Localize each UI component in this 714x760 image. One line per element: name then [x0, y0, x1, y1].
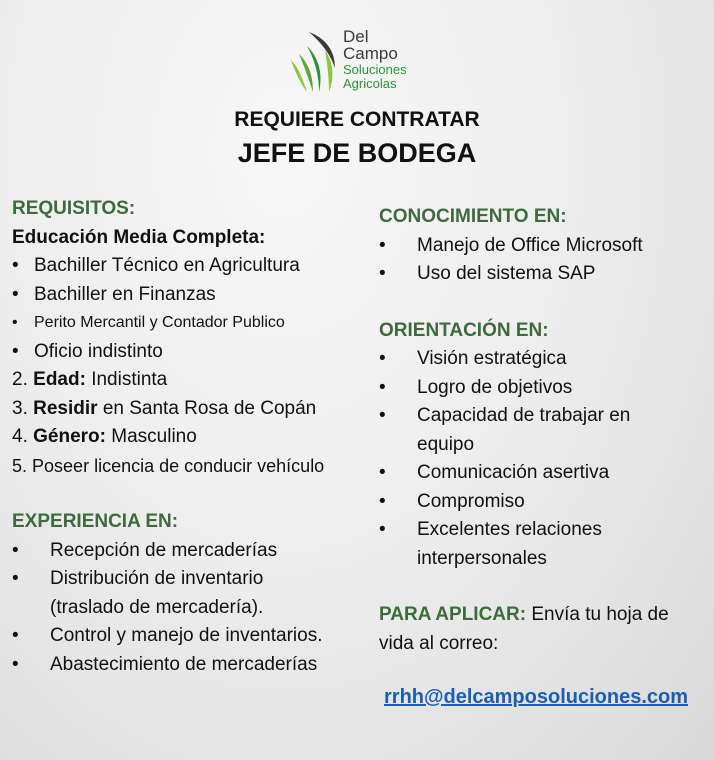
list-item: • Distribución de inventario — [12, 568, 264, 589]
right-column — [379, 203, 709, 658]
list-item: • Bachiller Técnico en Agricultura — [12, 255, 300, 276]
leaf-logo-icon — [285, 28, 341, 94]
list-item: • Oficio indistinto — [12, 340, 163, 362]
list-item: • Perito Mercantil y Contador Publico — [12, 314, 285, 331]
list-item: • Abastecimiento de mercaderías — [12, 653, 318, 675]
numbered-item-genero: 4. Género: Masculino — [12, 426, 197, 447]
left-column — [12, 195, 372, 679]
logo-text: Del Campo Soluciones Agricolas — [343, 27, 407, 91]
list-item: • Control y manejo de inventarios. — [12, 625, 323, 646]
experiencia-heading: EXPERIENCIA EN: — [12, 511, 179, 532]
apply-instructions: PARA APLICAR: Envía tu hoja de — [379, 604, 669, 625]
numbered-item-licencia: 5. Poseer licencia de conducir vehículo — [12, 455, 325, 476]
numbered-item-edad: 2. Edad: Indistinta — [12, 369, 168, 390]
list-item: • Visión estratégica — [379, 348, 567, 369]
list-item-continuation: (traslado de mercadería). — [50, 596, 264, 618]
requisitos-heading: REQUISITOS: — [12, 198, 136, 219]
list-item: • Recepción de mercaderías — [12, 539, 278, 561]
apply-instructions-line2: vida al correo: — [379, 632, 499, 654]
numbered-item-residir: 3. Residir en Santa Rosa de Copán — [12, 397, 317, 419]
education-subheading: Educación Media Completa: — [12, 226, 266, 248]
list-item-continuation: interpersonales — [417, 547, 547, 569]
list-item: • Compromiso — [379, 490, 525, 512]
header-requiere: REQUIERE CONTRATAR — [234, 108, 480, 131]
list-item-continuation: equipo — [417, 433, 475, 455]
list-item: • Excelentes relaciones — [379, 519, 602, 540]
list-item: • Logro de objetivos — [379, 376, 573, 398]
list-item: • Uso del sistema SAP — [379, 263, 596, 284]
list-item: • Comunicación asertiva — [379, 462, 610, 483]
email-link[interactable]: rrhh@delcamposoluciones.com — [384, 686, 689, 708]
header-job-title: JEFE DE BODEGA — [237, 138, 477, 168]
conocimiento-heading: CONOCIMIENTO EN: — [379, 206, 567, 227]
orientacion-heading: ORIENTACIÓN EN: — [379, 319, 549, 341]
list-item: • Bachiller en Finanzas — [12, 283, 216, 305]
company-logo — [285, 28, 425, 98]
list-item: • Manejo de Office Microsoft — [379, 234, 643, 256]
list-item: • Capacidad de trabajar en — [379, 405, 631, 426]
